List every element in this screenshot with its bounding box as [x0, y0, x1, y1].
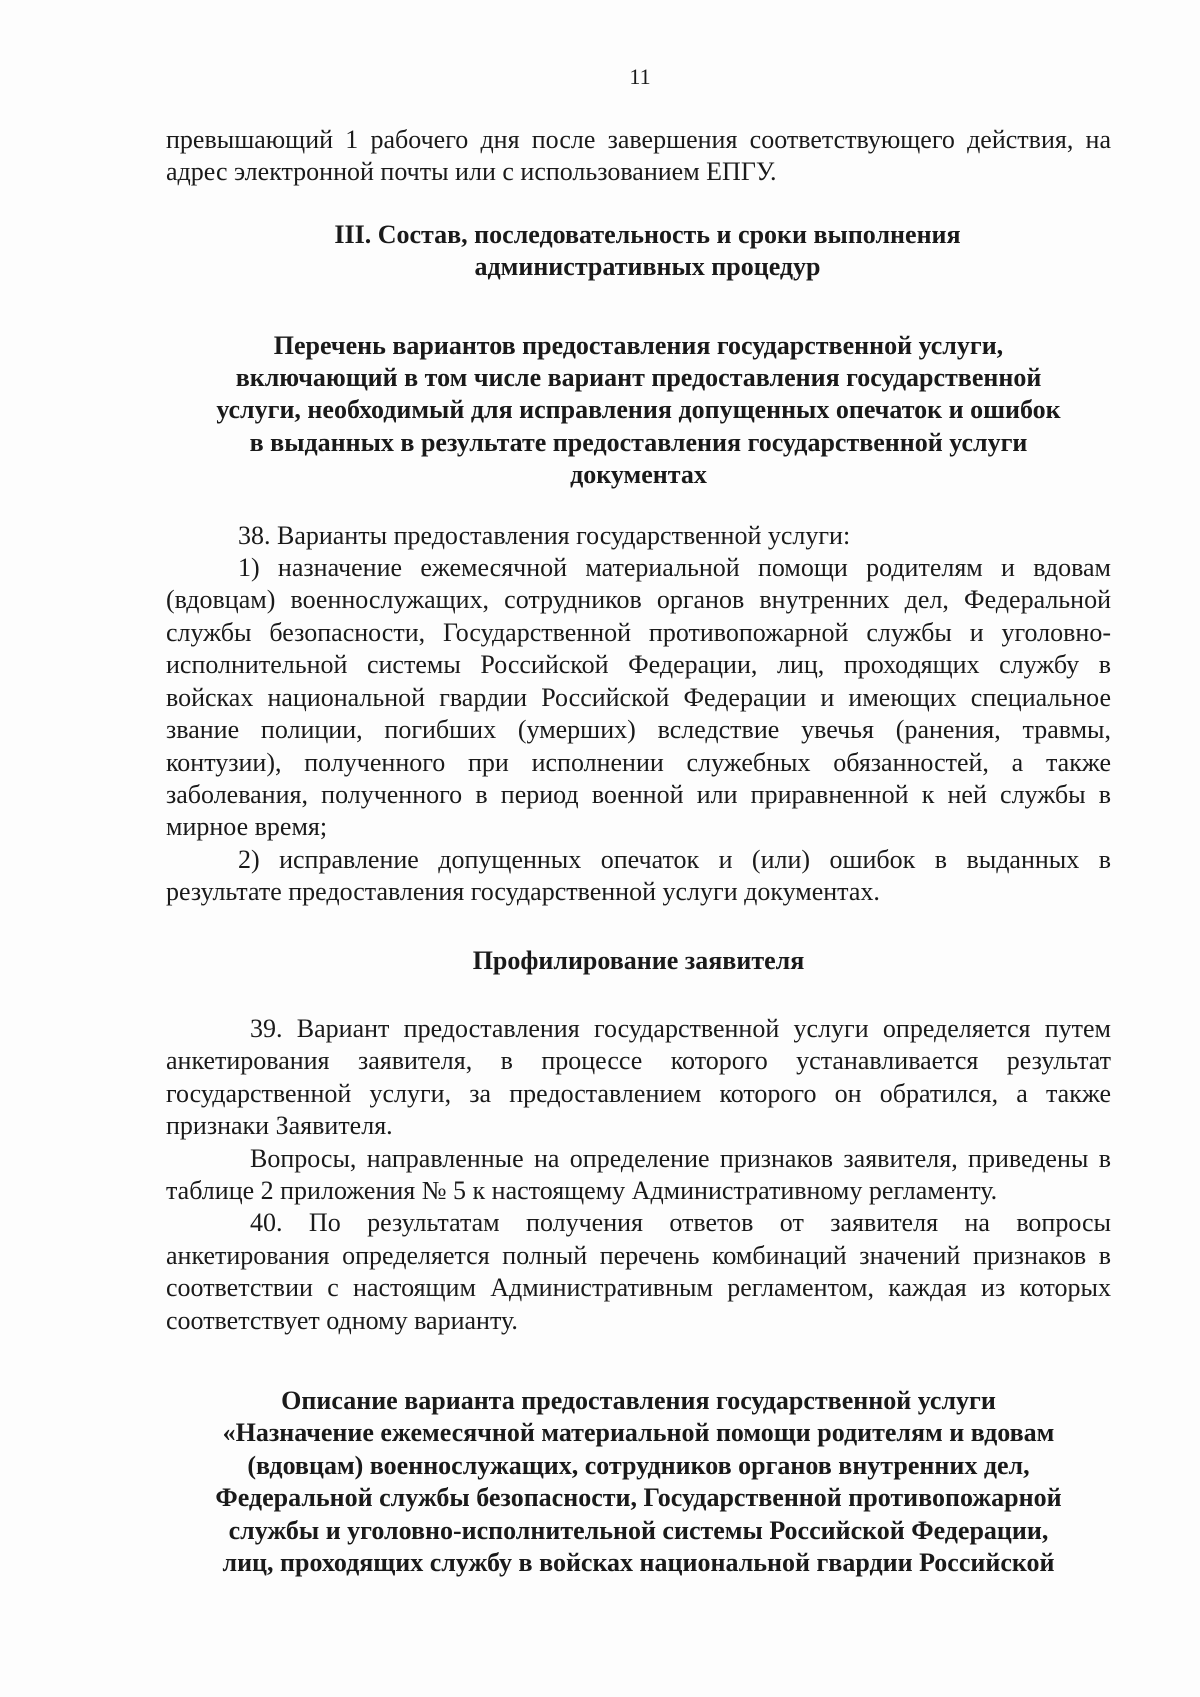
variants-heading-line-4: в выданных в результате предоставления государственной услуги — [249, 427, 1028, 457]
paragraph-39: 39. Вариант предоставления государственной услуги определяется путем анкетирования заявителя, в процессе которого устанавливается результат государственной услуги, за предоставлением которого он обратился, а также признаки Заявителя. — [166, 1013, 1111, 1141]
paragraph-39-questions: Вопросы, направленные на определение признаков заявителя, приведены в таблице 2 приложения № 5 к настоящему Административному регламенту. — [166, 1143, 1111, 1205]
section-heading-line-2: административных процедур — [474, 252, 821, 282]
section-heading — [184, 219, 1111, 284]
paragraph-38-item-1: 1) назначение ежемесячной материальной помощи родителям и вдовам (вдовцам) военнослужащих, сотрудников органов внутренних дел, Федеральной службы безопасности, Государственной противопожарной службы и уголовно-исполнительной системы Российской Федерации, лиц, проходящих службу в войсках национальной гвардии Российской Федерации и имеющих специальное звание полиции, погибших (умерших) вследствие увечья (ранения, травмы, контузии), полученного при исполнении служебных обязанностей, а также заболевания, полученного в период военной или приравненной к ней службы в мирное время; — [166, 553, 1111, 842]
paragraph-38-item-2: 2) исправление допущенных опечаток и (или) ошибок в выданных в результате предоставления государственной услуги документах. — [166, 844, 1111, 907]
profile-heading: Профилирование заявителя — [472, 945, 805, 975]
description-heading-line-3: (вдовцам) военнослужащих, сотрудников органов внутренних дел, — [247, 1450, 1030, 1480]
paragraph-40: 40. По результатам получения ответов от заявителя на вопросы анкетирования определяется полный перечень комбинаций значений признаков в соответствии с настоящим Административным регламентом, каждая из которых соответствует одному варианту. — [166, 1208, 1111, 1335]
document-body — [166, 124, 1111, 1579]
page-number: 11 — [629, 64, 651, 89]
description-heading-line-4: Федеральной службы безопасности, Государственной противопожарной — [215, 1483, 1062, 1513]
variants-heading-line-5: документах — [570, 460, 707, 490]
variants-heading-line-1: Перечень вариантов предоставления государственной услуги, — [273, 330, 1004, 360]
description-heading-line-2: «Назначение ежемесячной материальной помощи родителям и вдовам — [222, 1418, 1055, 1448]
variants-heading-line-2: включающий в том числе вариант предоставления государственной — [235, 363, 1042, 393]
section-heading-line-1: III. Состав, последовательность и сроки выполнения — [334, 219, 961, 249]
description-heading-line-1: Описание варианта предоставления государственной услуги — [281, 1386, 996, 1415]
paragraph-38-intro: 38. Варианты предоставления государственной услуги: — [238, 520, 851, 550]
description-heading-line-5: службы и уголовно-исполнительной системы Российской Федерации, — [228, 1515, 1049, 1545]
description-heading — [166, 1385, 1111, 1579]
variants-heading-line-3: услуги, необходимый для исправления допущенных опечаток и ошибок — [216, 395, 1061, 425]
description-heading-line-6: лиц, проходящих службу в войсках национальной гвардии Российской — [222, 1548, 1055, 1578]
intro-paragraph: превышающий 1 рабочего дня после завершения соответствующего действия, на адрес электронной почты или с использованием ЕПГУ. — [166, 125, 1111, 187]
variants-heading — [166, 330, 1111, 492]
